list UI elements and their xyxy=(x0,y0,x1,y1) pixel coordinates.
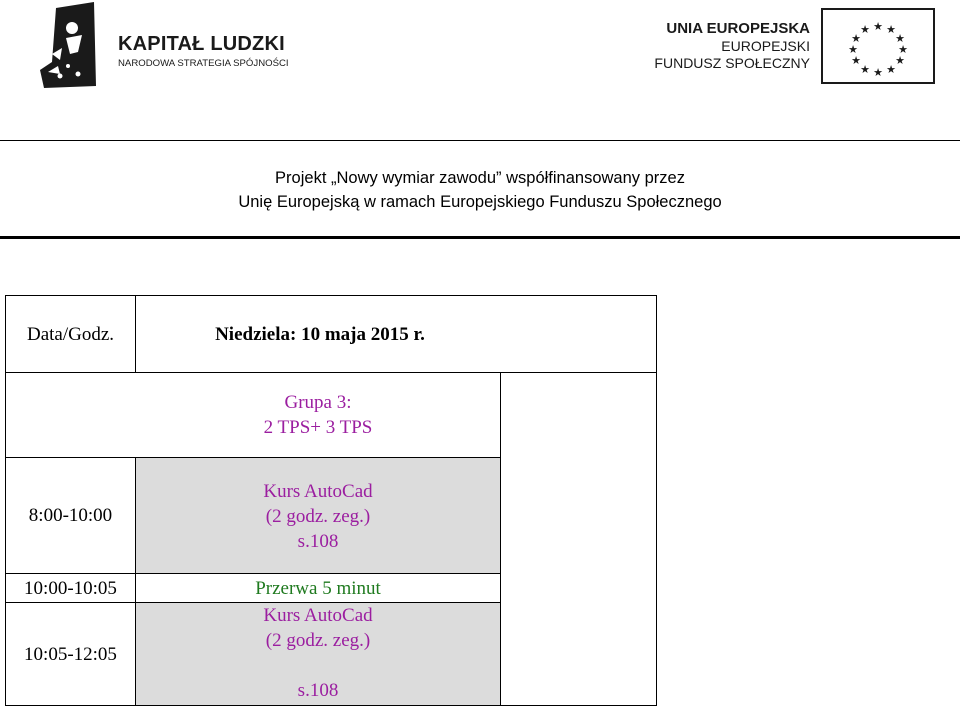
group-classes: 2 TPS+ 3 TPS xyxy=(263,417,373,438)
eu-line-europejski: EUROPEJSKI xyxy=(721,38,810,54)
time-slot-3: 10:05-12:05 xyxy=(24,643,117,665)
svg-text:★: ★ xyxy=(886,63,896,76)
kapital-ludzki-title: KAPITAŁ LUDZKI xyxy=(118,33,285,55)
header-divider xyxy=(0,140,960,141)
svg-text:★: ★ xyxy=(898,43,908,56)
eu-line-unia: UNIA EUROPEJSKA xyxy=(666,20,810,37)
time-slot-1: 8:00-10:00 xyxy=(28,505,113,526)
class-entry-3 xyxy=(136,603,500,705)
class-entry-1 xyxy=(136,470,500,562)
corner-label: Data/Godz. xyxy=(26,323,115,345)
svg-text:★: ★ xyxy=(851,32,861,45)
class-1-room: s.108 xyxy=(297,530,339,552)
project-statement xyxy=(0,166,960,214)
eu-line-fundusz: FUNDUSZ SPOŁECZNY xyxy=(654,55,810,71)
eu-flag-icon xyxy=(821,8,935,84)
svg-text:★: ★ xyxy=(848,43,858,56)
time-slot-2: 10:00-10:05 xyxy=(24,577,117,599)
svg-text:★: ★ xyxy=(860,63,870,76)
section-divider xyxy=(0,236,960,239)
group-label: Grupa 3: xyxy=(284,392,352,413)
class-3-title: Kurs AutoCad xyxy=(263,605,373,626)
kapital-ludzki-emblem-icon xyxy=(38,2,110,90)
svg-text:★: ★ xyxy=(873,66,883,79)
kapital-ludzki-subtitle: NARODOWA STRATEGIA SPÓJNOŚCI xyxy=(118,58,289,69)
eu-efs-logo xyxy=(650,8,940,86)
group-heading xyxy=(136,373,500,457)
class-3-room: s.108 xyxy=(297,680,339,701)
break-entry: Przerwa 5 minut xyxy=(255,577,381,599)
class-1-hours: (2 godz. zeg.) xyxy=(265,505,371,527)
class-3-hours: (2 godz. zeg.) xyxy=(265,630,371,651)
table-right-col-divider xyxy=(500,373,501,706)
kapital-ludzki-logo xyxy=(38,2,318,90)
table-border-bottom xyxy=(5,705,657,706)
project-line-1: Projekt „Nowy wymiar zawodu” współfinansowany przez xyxy=(275,169,685,187)
svg-text:★: ★ xyxy=(873,20,883,33)
table-border-right xyxy=(656,295,657,706)
class-1-title: Kurs AutoCad xyxy=(263,480,373,502)
svg-text:★: ★ xyxy=(895,54,905,67)
svg-text:★: ★ xyxy=(860,23,870,36)
day-heading: Niedziela: 10 maja 2015 r. xyxy=(215,323,425,345)
project-line-2: Unię Europejską w ramach Europejskiego Funduszu Społecznego xyxy=(238,193,722,211)
svg-text:★: ★ xyxy=(886,23,896,36)
svg-text:★: ★ xyxy=(851,54,861,67)
eu-efs-text xyxy=(654,20,810,72)
svg-text:★: ★ xyxy=(895,32,905,45)
